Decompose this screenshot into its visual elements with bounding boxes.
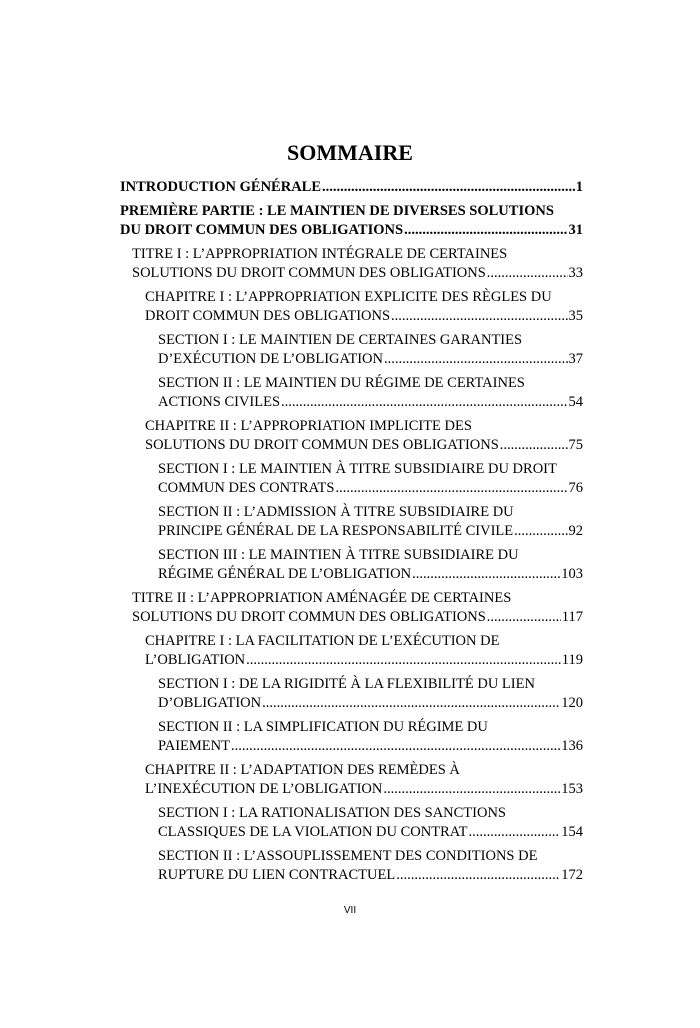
toc-page-number: 172 bbox=[561, 867, 583, 883]
toc-page-number: 120 bbox=[561, 695, 583, 711]
toc-entry-title: TITRE I : L’APPROPRIATION INTÉGRALE DE CERTAINES bbox=[132, 246, 508, 262]
page-folio: VII bbox=[343, 905, 357, 916]
toc-entry-title-cont: DU DROIT COMMUN DES OBLIGATIONS bbox=[120, 222, 404, 238]
toc-entry-title-cont: SOLUTIONS DU DROIT COMMUN DES OBLIGATIONS bbox=[145, 437, 499, 453]
toc-entry-title-cont: L’OBLIGATION bbox=[145, 652, 246, 668]
dot-leader bbox=[281, 393, 567, 412]
dot-leader bbox=[335, 479, 567, 498]
toc-page-number: 76 bbox=[568, 480, 583, 496]
dot-leader bbox=[404, 221, 567, 240]
dot-leader bbox=[246, 651, 561, 670]
toc-entry-title: CHAPITRE II : L’ADAPTATION DES REMÈDES À bbox=[145, 762, 460, 778]
toc-entry-section[interactable] bbox=[120, 675, 583, 713]
toc-page-number: 103 bbox=[561, 566, 583, 582]
toc-entry-section[interactable] bbox=[120, 331, 583, 369]
toc-entry-titre-2-chapitre-2[interactable] bbox=[120, 761, 583, 799]
toc-entry-titre-1[interactable] bbox=[120, 245, 583, 283]
toc-entry-section[interactable] bbox=[120, 460, 583, 498]
toc-page-number: 31 bbox=[568, 222, 583, 238]
dot-leader bbox=[514, 522, 567, 541]
toc-entry-title-cont: D’OBLIGATION bbox=[158, 695, 262, 711]
toc-page-number: 153 bbox=[561, 781, 583, 797]
dot-leader bbox=[262, 694, 560, 713]
toc-entry-title: PREMIÈRE PARTIE : LE MAINTIEN DE DIVERSES SOLUTIONS bbox=[120, 203, 554, 219]
dot-leader bbox=[500, 436, 568, 455]
toc-entry-title: SECTION II : LE MAINTIEN DU RÉGIME DE CERTAINES bbox=[158, 375, 525, 391]
toc-page-number: 119 bbox=[561, 652, 583, 668]
toc-entry-section[interactable] bbox=[120, 847, 583, 885]
toc-entry-title: SECTION II : LA SIMPLIFICATION DU RÉGIME DU bbox=[158, 719, 488, 735]
toc-entry-title-cont: RUPTURE DU LIEN CONTRACTUEL bbox=[158, 867, 396, 883]
dot-leader bbox=[487, 264, 568, 283]
toc-entry-section[interactable] bbox=[120, 374, 583, 412]
toc-entry-section[interactable] bbox=[120, 503, 583, 541]
toc-entry-titre-1-chapitre-1[interactable] bbox=[120, 288, 583, 326]
dot-leader bbox=[231, 737, 560, 756]
dot-leader bbox=[487, 608, 561, 627]
toc-page-number: 75 bbox=[568, 437, 583, 453]
toc-entry-title: SECTION I : LE MAINTIEN À TITRE SUBSIDIAIRE DU DROIT bbox=[158, 461, 557, 477]
toc-entry-title-cont: PRINCIPE GÉNÉRAL DE LA RESPONSABILITÉ CIVILE bbox=[158, 523, 514, 539]
dot-leader bbox=[468, 823, 560, 842]
toc-entry-title-cont: D’EXÉCUTION DE L’OBLIGATION bbox=[158, 351, 383, 367]
toc-page-number: 154 bbox=[561, 824, 583, 840]
dot-leader bbox=[322, 178, 575, 197]
toc-page-number: 136 bbox=[561, 738, 583, 754]
toc-entry-title: CHAPITRE I : LA FACILITATION DE L’EXÉCUTION DE bbox=[145, 633, 500, 649]
toc-entry-title: SECTION I : LA RATIONALISATION DES SANCTIONS bbox=[158, 805, 506, 821]
toc-entry-title-cont: SOLUTIONS DU DROIT COMMUN DES OBLIGATIONS bbox=[132, 609, 486, 625]
toc-entry-title: SECTION I : LE MAINTIEN DE CERTAINES GARANTIES bbox=[158, 332, 523, 348]
toc-entry-title: CHAPITRE II : L’APPROPRIATION IMPLICITE DES bbox=[145, 418, 472, 434]
toc-entry-title-cont: SOLUTIONS DU DROIT COMMUN DES OBLIGATIONS bbox=[132, 265, 486, 281]
toc-entry-title-cont: L’INEXÉCUTION DE L’OBLIGATION bbox=[145, 781, 383, 797]
toc-entry-titre-2[interactable] bbox=[120, 589, 583, 627]
dot-leader bbox=[412, 565, 560, 584]
toc-entry-title: SECTION I : DE LA RIGIDITÉ À LA FLEXIBILITÉ DU LIEN bbox=[158, 676, 535, 692]
page-title: SOMMAIRE bbox=[287, 140, 413, 165]
table-of-contents bbox=[120, 178, 583, 890]
toc-entry-title: SECTION III : LE MAINTIEN À TITRE SUBSIDIAIRE DU bbox=[158, 547, 519, 563]
dot-leader bbox=[383, 780, 560, 799]
toc-page-number: 35 bbox=[568, 308, 583, 324]
toc-entry-title: CHAPITRE I : L’APPROPRIATION EXPLICITE DES RÈGLES DU bbox=[145, 289, 552, 305]
toc-entry-title-cont: COMMUN DES CONTRATS bbox=[158, 480, 335, 496]
toc-page-number: 117 bbox=[561, 609, 583, 625]
toc-entry-titre-1-chapitre-2[interactable] bbox=[120, 417, 583, 455]
toc-entry-title-cont: ACTIONS CIVILES bbox=[158, 394, 281, 410]
toc-entry-section[interactable] bbox=[120, 718, 583, 756]
dot-leader bbox=[384, 350, 568, 369]
toc-page-number: 54 bbox=[568, 394, 583, 410]
dot-leader bbox=[396, 866, 560, 885]
dot-leader bbox=[391, 307, 567, 326]
toc-page-number: 33 bbox=[568, 265, 583, 281]
toc-page-number: 92 bbox=[568, 523, 583, 539]
toc-entry-title-cont: DROIT COMMUN DES OBLIGATIONS bbox=[145, 308, 391, 324]
toc-entry-premiere-partie[interactable] bbox=[120, 202, 583, 240]
toc-page-number: 37 bbox=[568, 351, 583, 367]
toc-entry-titre-2-chapitre-1[interactable] bbox=[120, 632, 583, 670]
toc-entry-title: INTRODUCTION GÉNÉRALE bbox=[120, 179, 322, 195]
toc-entry-title: SECTION II : L’ASSOUPLISSEMENT DES CONDITIONS DE bbox=[158, 848, 538, 864]
toc-entry-title-cont: RÉGIME GÉNÉRAL DE L’OBLIGATION bbox=[158, 566, 412, 582]
toc-entry-introduction[interactable] bbox=[120, 178, 583, 197]
toc-entry-title: TITRE II : L’APPROPRIATION AMÉNAGÉE DE CERTAINES bbox=[132, 590, 512, 606]
toc-page-number: 1 bbox=[575, 179, 583, 195]
toc-entry-title-cont: PAIEMENT bbox=[158, 738, 230, 754]
toc-entry-section[interactable] bbox=[120, 804, 583, 842]
toc-entry-title-cont: CLASSIQUES DE LA VIOLATION DU CONTRAT bbox=[158, 824, 468, 840]
toc-entry-title: SECTION II : L’ADMISSION À TITRE SUBSIDIAIRE DU bbox=[158, 504, 514, 520]
toc-entry-section[interactable] bbox=[120, 546, 583, 584]
